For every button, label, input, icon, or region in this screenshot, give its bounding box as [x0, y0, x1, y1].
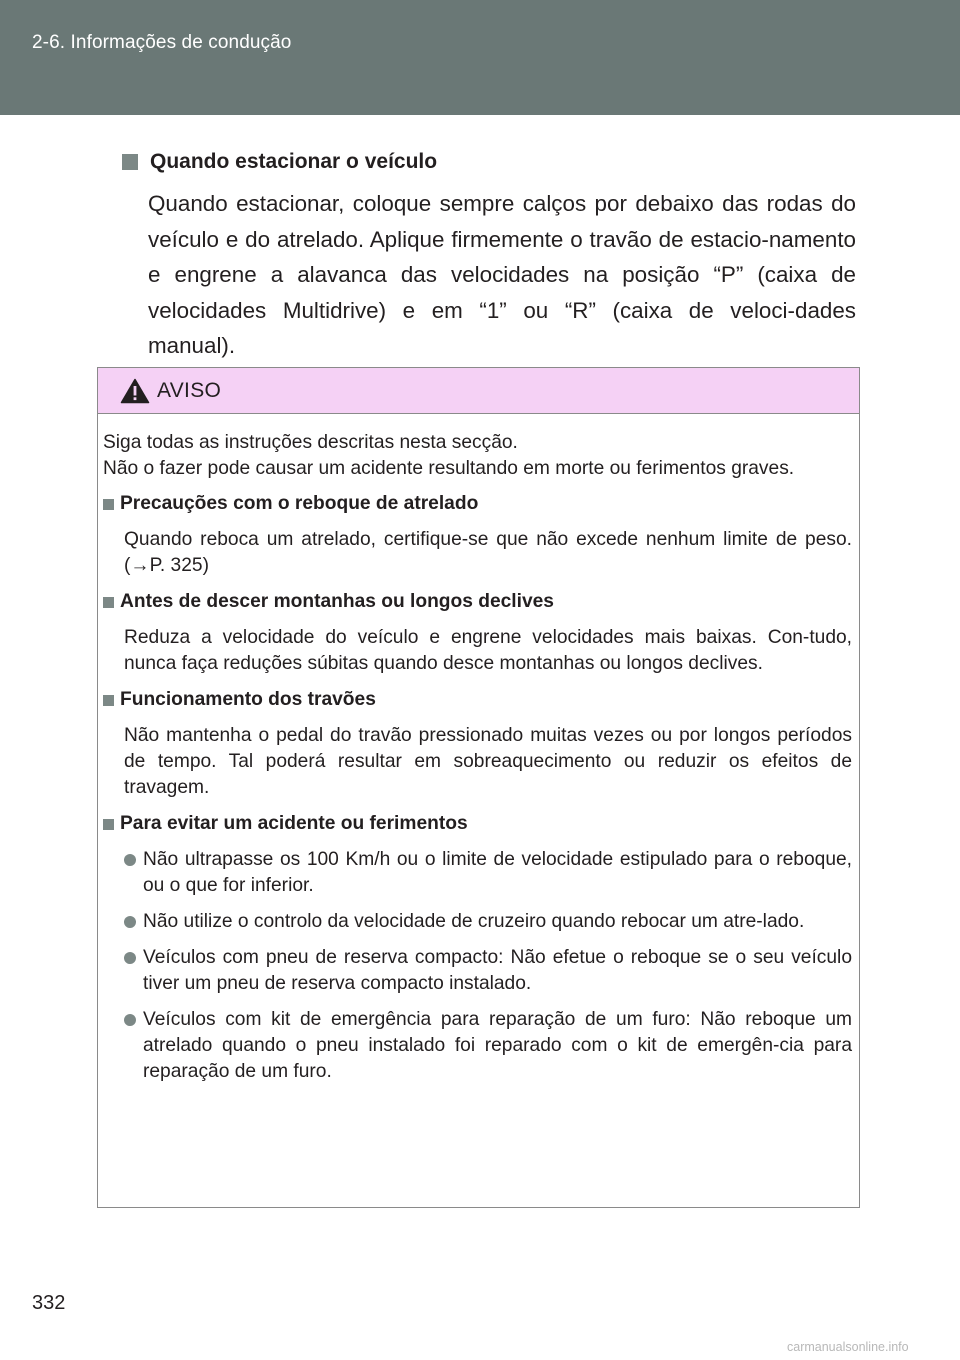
list-item — [124, 909, 852, 935]
list-item — [124, 1007, 852, 1085]
square-bullet-icon — [122, 154, 138, 170]
warning-item-text: Não mantenha o pedal do travão pressionado muitas vezes ou por longos períodos de tempo. Tal poderá resultar em sobreaquecimento ou reduzir os efeitos de travagem. — [124, 725, 852, 798]
warning-item-text: Quando reboca um atrelado, certifique-se que não excede nenhum limite de peso. (→P. 325) — [124, 529, 852, 576]
warning-item-text: Reduza a velocidade do veículo e engrene velocidades mais baixas. Con-tudo, nunca faça reduções súbitas quando desce montanhas ou longos declives. — [124, 627, 852, 674]
section-heading — [124, 148, 856, 176]
warning-subheading — [103, 491, 852, 517]
round-bullet-icon — [124, 854, 136, 866]
warning-subheading-text: Antes de descer montanhas ou longos declives — [120, 591, 554, 612]
list-item-text: Não utilize o controlo da velocidade de cruzeiro quando rebocar um atre-lado. — [143, 911, 805, 932]
section-heading-text: Quando estacionar o veículo — [150, 150, 438, 173]
page-number: 332 — [32, 1292, 66, 1314]
watermark: carmanualsonline.info — [787, 1340, 909, 1354]
round-bullet-icon — [124, 952, 136, 964]
warning-subheading — [103, 687, 852, 713]
warning-box — [97, 367, 860, 1208]
warning-title: AVISO — [157, 378, 222, 402]
chapter-title: 2-6. Informações de condução — [32, 32, 292, 53]
section-body: Quando estacionar, coloque sempre calços por debaixo das rodas do veículo e do atrelado. Aplique firmemente o travão de estacio-namento e engrene a alavanca das velocidades na posição “P” (caixa de velocidades Multidrive) e em “1” ou “R” (caixa de veloci-dades manual). — [148, 191, 856, 358]
warning-subheading — [103, 811, 852, 837]
square-bullet-icon — [103, 695, 114, 706]
list-item-text: Veículos com kit de emergência para reparação de um furo: Não reboque um atrelado quando o pneu instalado foi reparado com o kit de emergên-cia para reparação de um furo. — [143, 1009, 852, 1082]
square-bullet-icon — [103, 819, 114, 830]
list-item-text: Não ultrapasse os 100 Km/h ou o limite de velocidade estipulado para o reboque, ou o que for inferior. — [143, 849, 852, 896]
square-bullet-icon — [103, 499, 114, 510]
warning-subheading-text: Funcionamento dos travões — [120, 689, 376, 710]
square-bullet-icon — [103, 597, 114, 608]
parking-section — [124, 148, 856, 364]
warning-subheading-text: Precauções com o reboque de atrelado — [120, 493, 479, 514]
warning-subheading-text: Para evitar um acidente ou ferimentos — [120, 813, 468, 834]
list-item-text: Veículos com pneu de reserva compacto: Não efetue o reboque se o seu veículo tiver um pneu de reserva compacto instalado. — [143, 947, 852, 994]
round-bullet-icon — [124, 916, 136, 928]
warning-body — [98, 414, 859, 1085]
list-item — [124, 847, 852, 899]
warning-intro-line: Siga todas as instruções descritas nesta secção. — [103, 432, 518, 453]
warning-intro-line: Não o fazer pode causar um acidente resultando em morte ou ferimentos graves. — [103, 458, 795, 479]
warning-subheading — [103, 589, 852, 615]
warning-header — [98, 368, 859, 414]
list-item — [124, 945, 852, 997]
chapter-header-bar — [0, 0, 960, 115]
warning-triangle-icon — [120, 378, 150, 404]
round-bullet-icon — [124, 1014, 136, 1026]
